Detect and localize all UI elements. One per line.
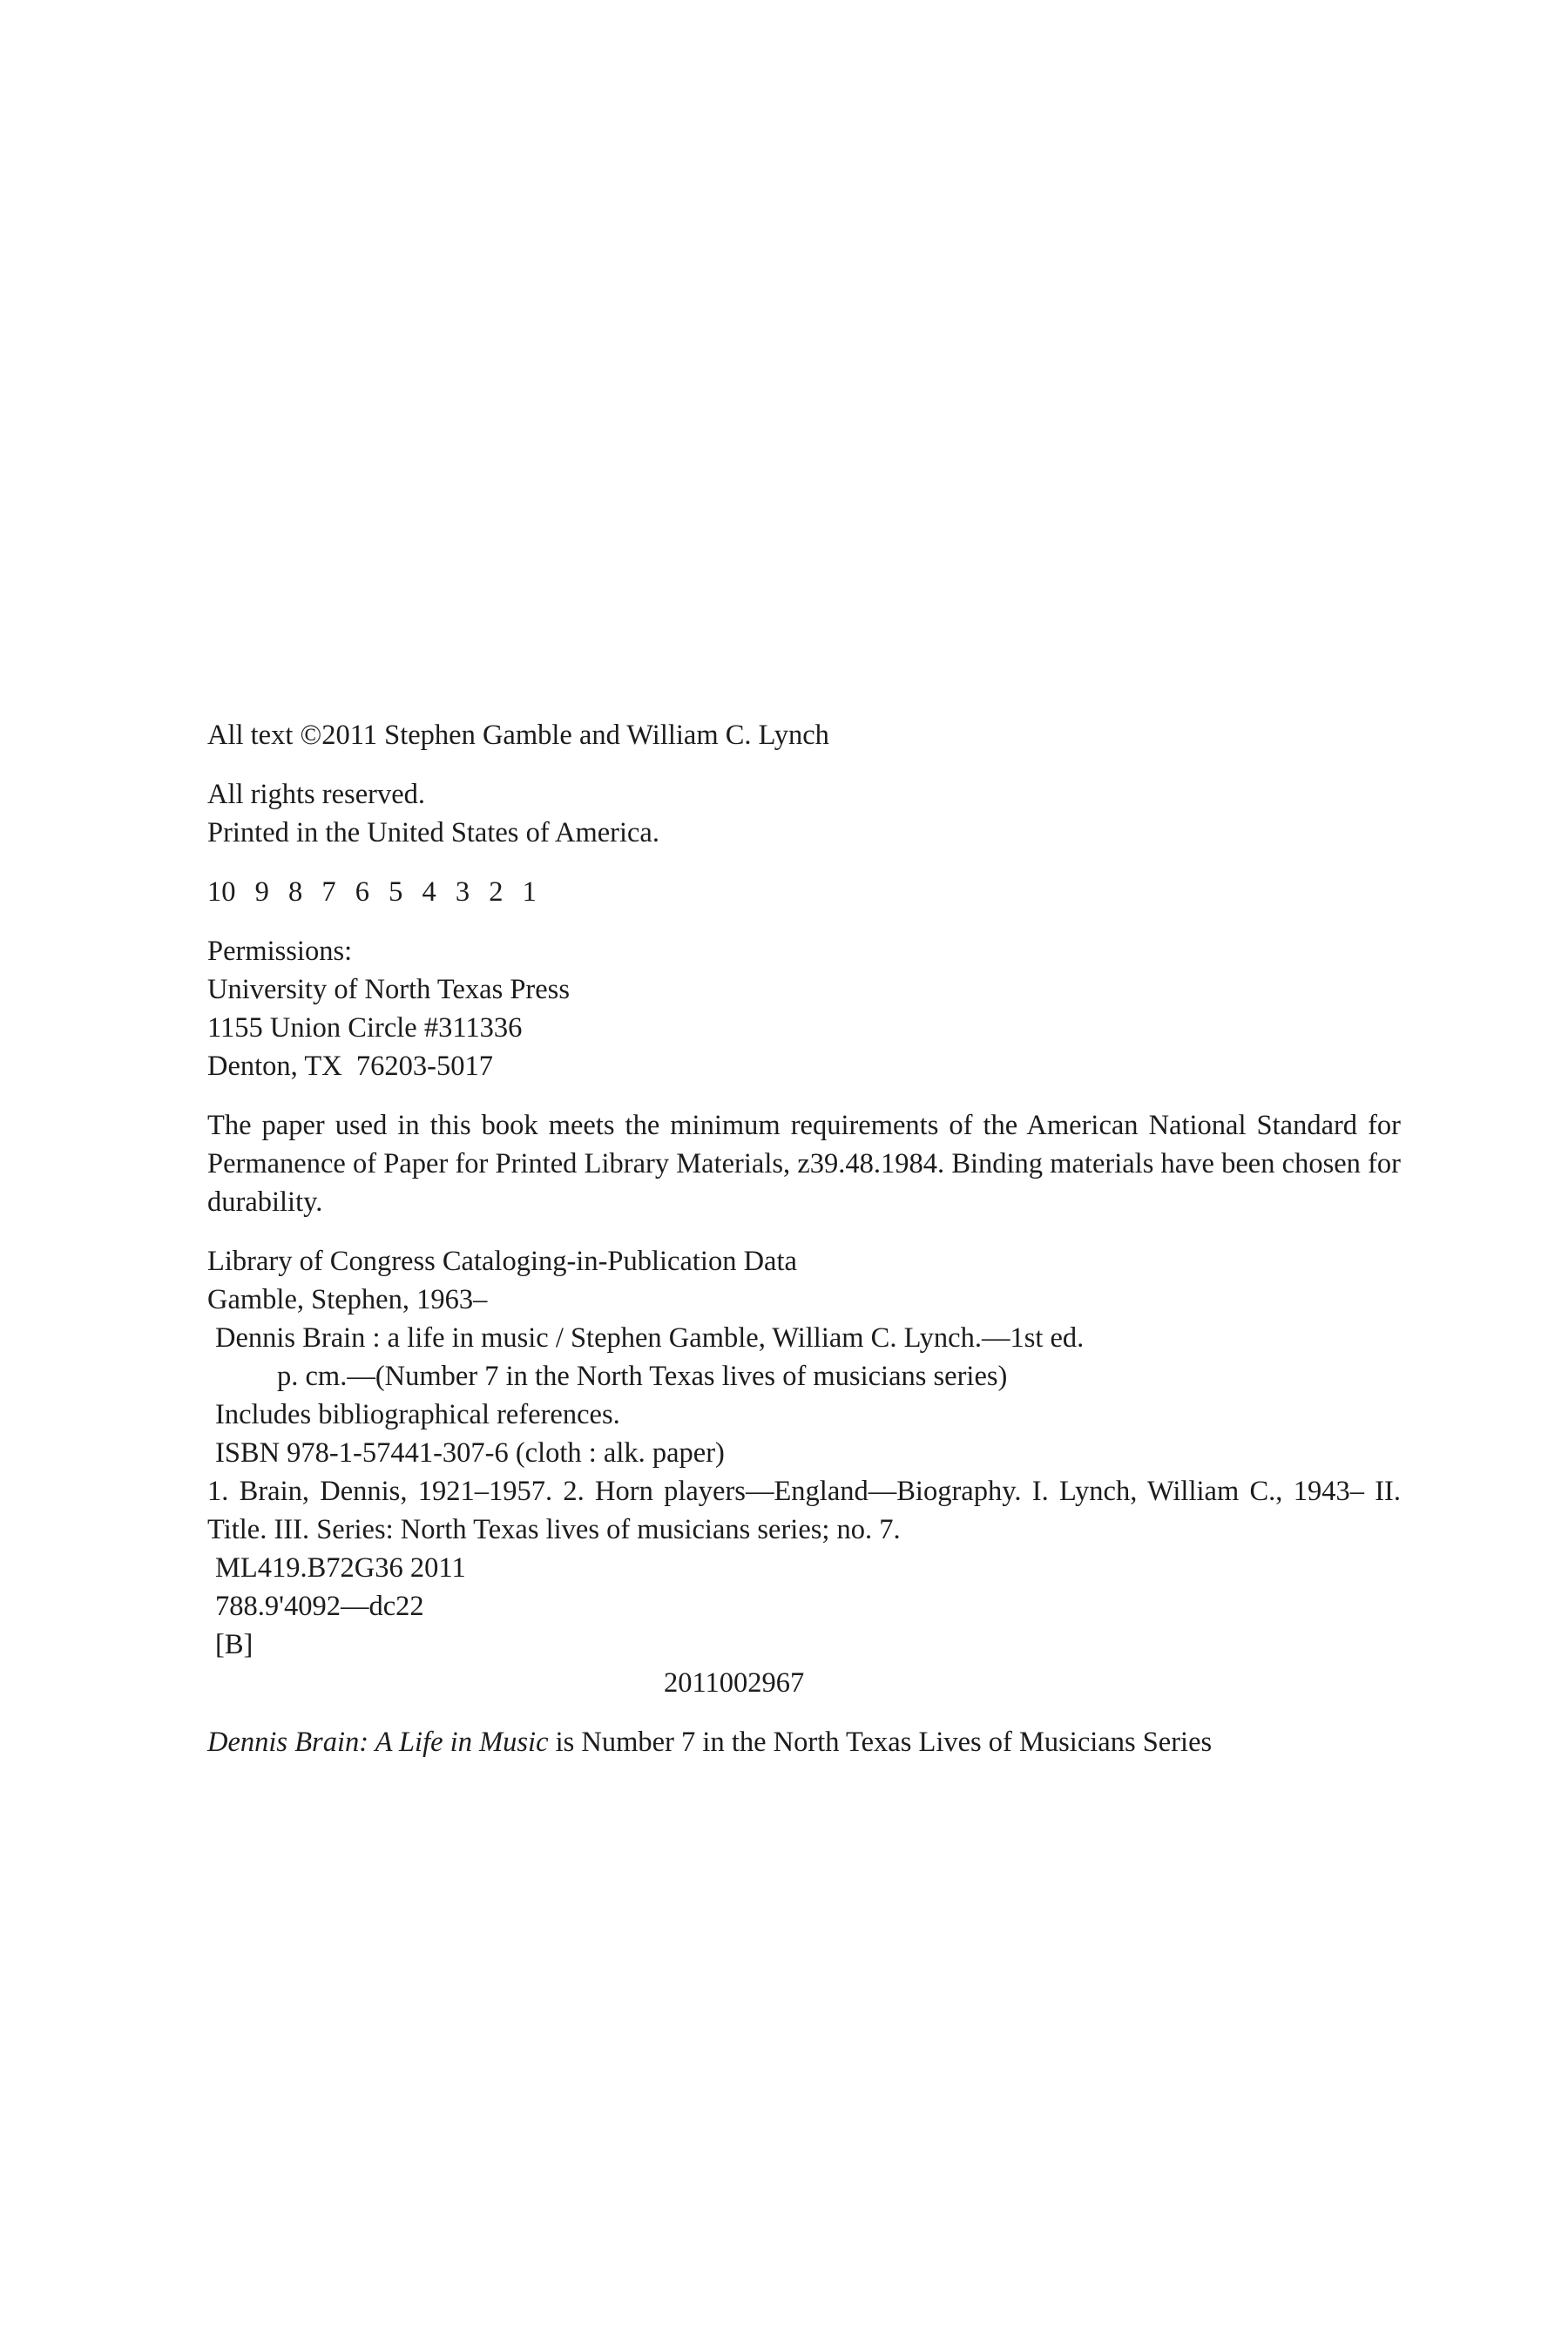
paper-note: The paper used in this book meets the minimum requirements of the American National Standard for Permanence of Paper for Printed Library Materials, z39.48.1984. Binding materials have been chosen for durability. [207, 1110, 1401, 1218]
permissions-heading: Permissions: [207, 936, 353, 967]
cip-isbn: ISBN 978-1-57441-307-6 (cloth : alk. paper) [215, 1437, 725, 1469]
cip-heading: Library of Congress Cataloging-in-Publication Data [207, 1246, 797, 1277]
copyright-block [207, 716, 1401, 1761]
cip-dewey: 788.9'4092—dc22 [215, 1591, 424, 1622]
cip-lc-class: ML419.B72G36 2011 [215, 1552, 466, 1584]
series-note-rest: is Number 7 in the North Texas Lives of Musicians Series [548, 1727, 1213, 1758]
cip-subjects: 1. Brain, Dennis, 1921–1957. 2. Horn players—England—Biography. I. Lynch, William C., 1943– II. Title. III. Series: North Texas lives of musicians series; no. 7. [207, 1476, 1401, 1545]
cip-bracket: [B] [215, 1629, 253, 1660]
permissions-street: 1155 Union Circle #311336 [207, 1012, 523, 1044]
cip-physical: p. cm.—(Number 7 in the North Texas lives of musicians series) [277, 1361, 1008, 1392]
cip-bibliography: Includes bibliographical references. [215, 1399, 620, 1430]
cip-title: Dennis Brain : a life in music / Stephen Gamble, William C. Lynch.—1st ed. [215, 1322, 1085, 1354]
series-note-title: Dennis Brain: A Life in Music [207, 1727, 549, 1758]
copyright-line: All text ©2011 Stephen Gamble and William C. Lynch [207, 720, 829, 751]
permissions-city: Denton, TX 76203-5017 [207, 1051, 493, 1082]
rights-reserved: All rights reserved. [207, 779, 426, 810]
printed-in: Printed in the United States of America. [207, 817, 659, 848]
cip-author: Gamble, Stephen, 1963– [207, 1284, 488, 1315]
printing-line: 10 9 8 7 6 5 4 3 2 1 [207, 876, 537, 908]
permissions-org: University of North Texas Press [207, 974, 570, 1005]
series-note [207, 1723, 1401, 1761]
cip-lccn: 2011002967 [664, 1667, 805, 1699]
